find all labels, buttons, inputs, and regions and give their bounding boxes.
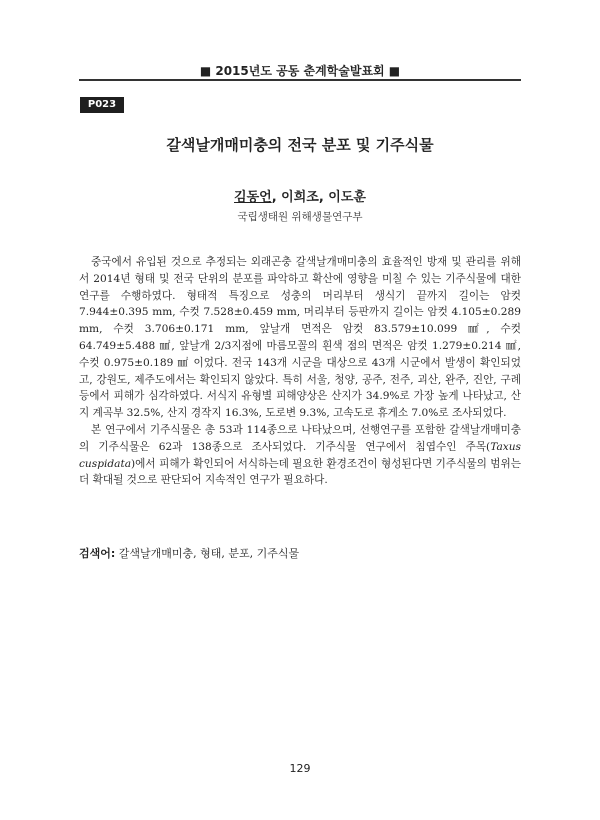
poster-code-badge: P023 — [80, 97, 124, 113]
paper-title: 갈색날개매미충의 전국 분포 및 기주식물 — [166, 136, 434, 154]
abstract-paragraph-2: 본 연구에서 기주식물은 총 53과 114종으로 나타났으며, 선행연구를 포함한 갈색날개매미충의 기주식물은 62과 138종으로 조사되었다. 기주식물 연구에서 침엽수인 주목(Taxus cuspidata)에서 피해가 확인되어 서식하는데 필요한 환경조건이 형성된다면 기주식물의 범위는 더 확대될 것으로 판단되어 지속적인 연구가 필요하다. — [79, 423, 521, 487]
page-number: 129 — [289, 762, 311, 775]
presenting-author: 김동언 — [234, 190, 272, 205]
affiliation: 국립생태원 위해생물연구부 — [237, 211, 363, 223]
keywords-label: 검색어: — [79, 547, 116, 560]
conference-header: ■ 2015년도 공동 춘계학술발표회 ■ — [199, 64, 401, 78]
keywords-value: 갈색날개매미충, 형태, 분포, 기주식물 — [115, 547, 300, 560]
abstract-body — [79, 254, 521, 489]
author-list — [0, 186, 600, 205]
header-divider — [79, 79, 521, 81]
keywords — [79, 545, 521, 561]
abstract-paragraph-1: 중국에서 유입된 것으로 추정되는 외래곤충 갈색날개매미충의 효율적인 방재 및 관리를 위해서 2014년 형태 및 전국 단위의 분포를 파악하고 확산에 영향을 미칠 수 있는 기주식물에 대한 연구를 수행하였다. 형태적 특징으로 성충의 머리부터 생식기 끝까지 길이는 암컷 7.944±0.395 mm, 수컷 7.528±0.459 mm, 머리부터 등판까지 길이는 암컷 4.105±0.289 mm, 수컷 3.706±0.171 mm, 앞날개 면적은 암컷 83.579±10.099 ㎟, 수컷 64.749±5.488 ㎟, 앞날개 2/3지점에 마름모꼴의 흰색 점의 면적은 암컷 1.279±0.214 ㎟, 수컷 0.975±0.189 ㎟ 이었다. 전국 143개 시군을 대상으로 43개 시군에서 발생이 확인되었고, 강원도, 제주도에서는 확인되지 않았다. 특히 서울, 청양, 공주, 전주, 괴산, 완주, 진안, 구례 등에서 피해가 심각하였다. 서식지 유형별 피해양상은 산지가 34.9%로 가장 높게 나타났고, 산지 계곡부 32.5%, 산지 경작지 16.3%, 도로변 9.3%, 고속도로 휴게소 7.0%로 조사되었다. — [79, 256, 521, 420]
species-name: Taxus cuspidata — [79, 440, 521, 470]
co-authors: , 이희조, 이도훈 — [271, 190, 366, 205]
